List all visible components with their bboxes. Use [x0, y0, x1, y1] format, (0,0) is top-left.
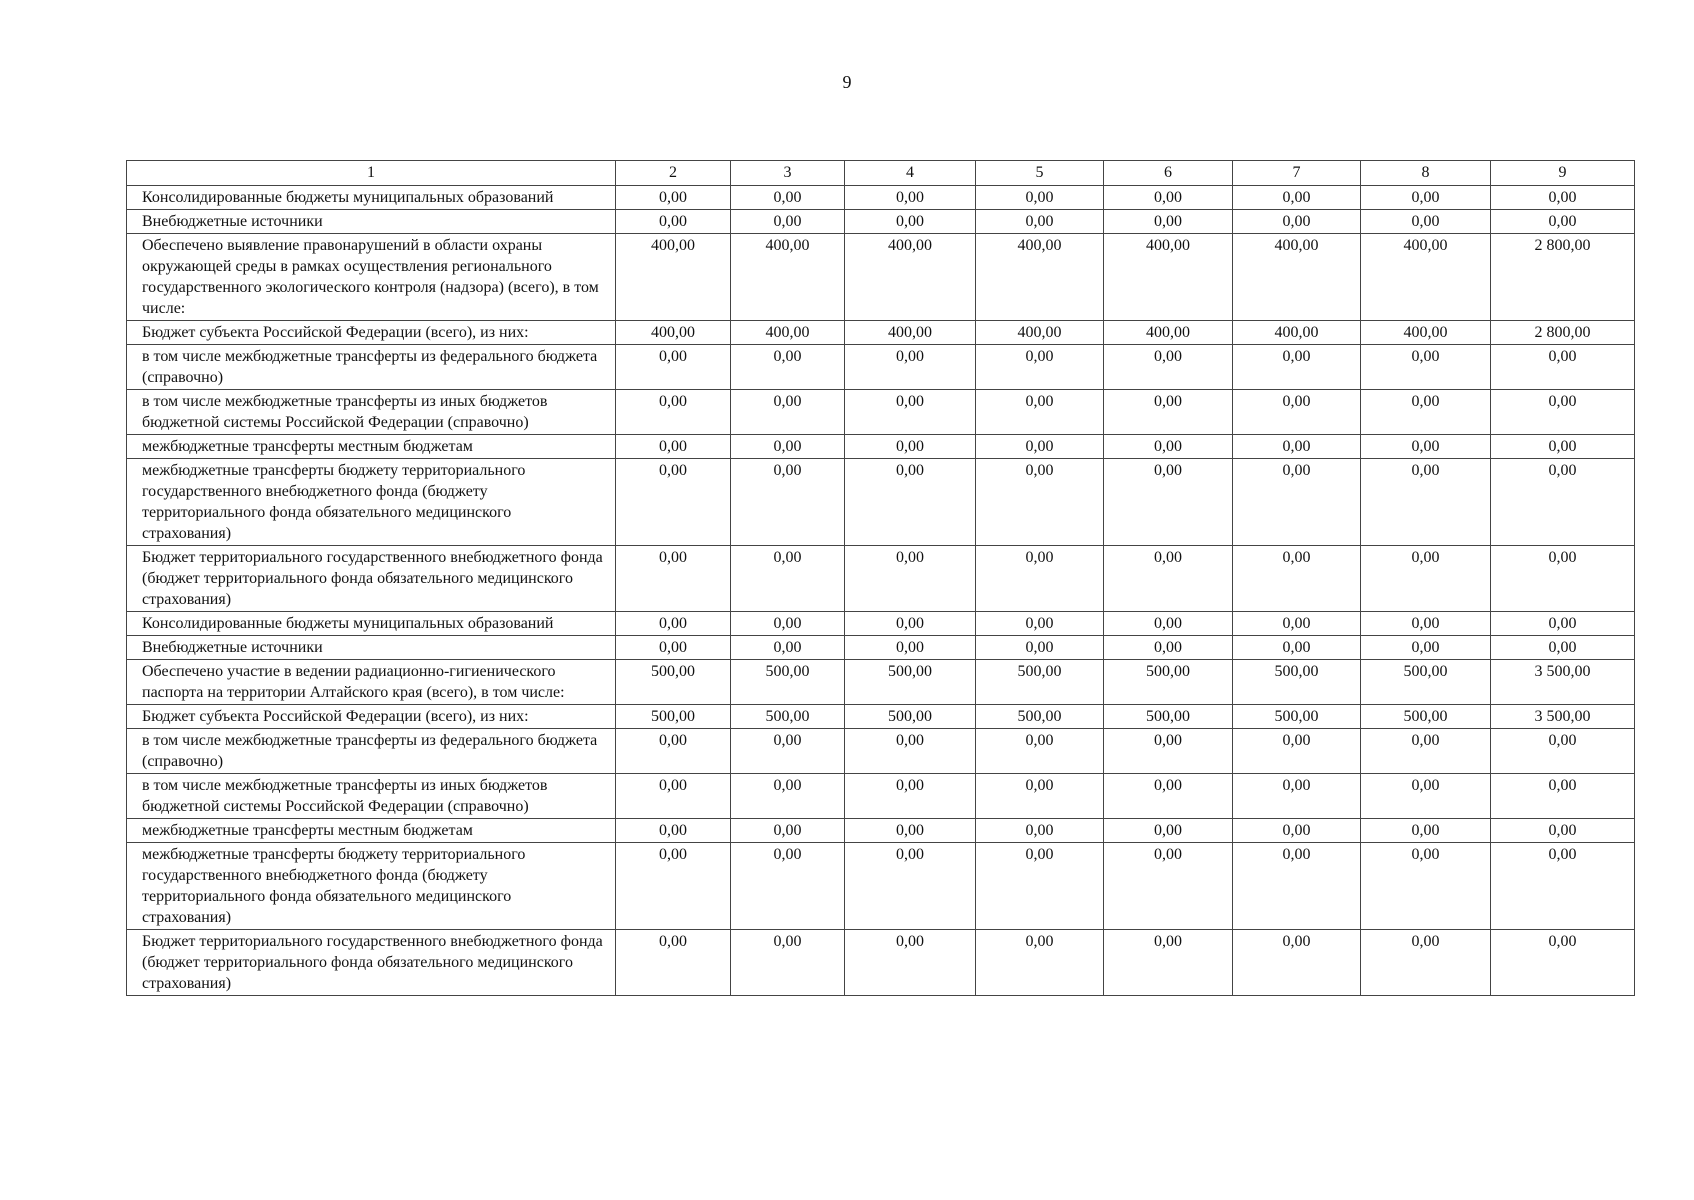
value-cell: 0,00 — [1233, 186, 1361, 210]
value-cell: 0,00 — [1104, 186, 1233, 210]
value-cell: 0,00 — [731, 390, 845, 435]
value-cell: 400,00 — [731, 234, 845, 321]
value-cell: 0,00 — [1104, 636, 1233, 660]
row-label: межбюджетные трансферты местным бюджетам — [127, 435, 616, 459]
value-cell: 0,00 — [1361, 435, 1491, 459]
value-cell: 400,00 — [845, 321, 976, 345]
value-cell: 0,00 — [1233, 435, 1361, 459]
table-row — [127, 729, 1635, 774]
value-cell: 0,00 — [1104, 345, 1233, 390]
value-cell: 0,00 — [1104, 390, 1233, 435]
value-cell: 0,00 — [616, 390, 731, 435]
row-label: Внебюджетные источники — [127, 636, 616, 660]
value-cell: 0,00 — [1104, 819, 1233, 843]
value-cell: 0,00 — [1491, 210, 1635, 234]
value-cell: 400,00 — [1233, 321, 1361, 345]
value-cell: 0,00 — [845, 345, 976, 390]
value-cell: 0,00 — [1491, 843, 1635, 930]
row-label: Бюджет субъекта Российской Федерации (всего), из них: — [127, 705, 616, 729]
value-cell: 0,00 — [1104, 729, 1233, 774]
value-cell: 0,00 — [1491, 819, 1635, 843]
value-cell: 0,00 — [1104, 459, 1233, 546]
value-cell: 0,00 — [1233, 210, 1361, 234]
value-cell: 0,00 — [1104, 210, 1233, 234]
table-row — [127, 546, 1635, 612]
value-cell: 500,00 — [1233, 705, 1361, 729]
value-cell: 0,00 — [1361, 459, 1491, 546]
column-header: 6 — [1104, 161, 1233, 186]
value-cell: 0,00 — [616, 729, 731, 774]
value-cell: 0,00 — [1233, 546, 1361, 612]
value-cell: 0,00 — [976, 843, 1104, 930]
table-row — [127, 234, 1635, 321]
value-cell: 400,00 — [1104, 234, 1233, 321]
value-cell: 0,00 — [731, 930, 845, 996]
table-row — [127, 843, 1635, 930]
value-cell: 0,00 — [1491, 435, 1635, 459]
row-label: Консолидированные бюджеты муниципальных образований — [127, 612, 616, 636]
value-cell: 0,00 — [616, 819, 731, 843]
value-cell: 500,00 — [976, 660, 1104, 705]
value-cell: 0,00 — [731, 345, 845, 390]
value-cell: 0,00 — [731, 186, 845, 210]
value-cell: 500,00 — [1361, 660, 1491, 705]
value-cell: 0,00 — [1233, 390, 1361, 435]
column-header: 1 — [127, 161, 616, 186]
value-cell: 3 500,00 — [1491, 660, 1635, 705]
value-cell: 500,00 — [616, 660, 731, 705]
value-cell: 0,00 — [731, 729, 845, 774]
value-cell: 0,00 — [1104, 930, 1233, 996]
value-cell: 0,00 — [976, 774, 1104, 819]
value-cell: 0,00 — [616, 843, 731, 930]
value-cell: 0,00 — [1491, 345, 1635, 390]
column-header: 9 — [1491, 161, 1635, 186]
budget-table — [126, 160, 1635, 996]
value-cell: 0,00 — [1104, 774, 1233, 819]
value-cell: 0,00 — [616, 186, 731, 210]
value-cell: 0,00 — [845, 459, 976, 546]
value-cell: 0,00 — [845, 930, 976, 996]
value-cell: 0,00 — [1104, 546, 1233, 612]
table-header — [127, 161, 1635, 186]
table-body — [127, 186, 1635, 996]
value-cell: 0,00 — [1233, 843, 1361, 930]
value-cell: 0,00 — [1491, 546, 1635, 612]
value-cell: 400,00 — [845, 234, 976, 321]
value-cell: 2 800,00 — [1491, 321, 1635, 345]
value-cell: 0,00 — [976, 390, 1104, 435]
table-row — [127, 345, 1635, 390]
value-cell: 0,00 — [1361, 774, 1491, 819]
table-row — [127, 321, 1635, 345]
value-cell: 500,00 — [1233, 660, 1361, 705]
value-cell: 500,00 — [976, 705, 1104, 729]
value-cell: 0,00 — [731, 210, 845, 234]
value-cell: 0,00 — [616, 435, 731, 459]
row-label: Внебюджетные источники — [127, 210, 616, 234]
row-label: Обеспечено выявление правонарушений в области охраны окружающей среды в рамках осуществления регионального государственного экологического контроля (надзора) (всего), в том числе: — [127, 234, 616, 321]
value-cell: 0,00 — [845, 636, 976, 660]
value-cell: 0,00 — [616, 345, 731, 390]
column-header: 4 — [845, 161, 976, 186]
value-cell: 0,00 — [731, 612, 845, 636]
value-cell: 0,00 — [845, 186, 976, 210]
value-cell: 500,00 — [731, 705, 845, 729]
value-cell: 0,00 — [1491, 186, 1635, 210]
table-row — [127, 435, 1635, 459]
table-row — [127, 660, 1635, 705]
value-cell: 0,00 — [1361, 729, 1491, 774]
value-cell: 500,00 — [1361, 705, 1491, 729]
row-label: межбюджетные трансферты местным бюджетам — [127, 819, 616, 843]
value-cell: 500,00 — [1104, 705, 1233, 729]
value-cell: 0,00 — [845, 819, 976, 843]
value-cell: 3 500,00 — [1491, 705, 1635, 729]
value-cell: 0,00 — [616, 459, 731, 546]
value-cell: 0,00 — [1104, 843, 1233, 930]
value-cell: 500,00 — [845, 705, 976, 729]
value-cell: 0,00 — [1361, 843, 1491, 930]
column-header: 2 — [616, 161, 731, 186]
value-cell: 0,00 — [1361, 186, 1491, 210]
table-row — [127, 774, 1635, 819]
value-cell: 0,00 — [1104, 435, 1233, 459]
value-cell: 0,00 — [976, 546, 1104, 612]
column-header: 8 — [1361, 161, 1491, 186]
value-cell: 500,00 — [845, 660, 976, 705]
column-header: 7 — [1233, 161, 1361, 186]
row-label: в том числе межбюджетные трансферты из федерального бюджета (справочно) — [127, 345, 616, 390]
row-label: в том числе межбюджетные трансферты из федерального бюджета (справочно) — [127, 729, 616, 774]
table-row — [127, 636, 1635, 660]
column-header: 3 — [731, 161, 845, 186]
value-cell: 400,00 — [1104, 321, 1233, 345]
value-cell: 0,00 — [1491, 459, 1635, 546]
table-row — [127, 819, 1635, 843]
value-cell: 0,00 — [731, 459, 845, 546]
value-cell: 0,00 — [1361, 546, 1491, 612]
value-cell: 0,00 — [976, 729, 1104, 774]
value-cell: 0,00 — [1361, 345, 1491, 390]
value-cell: 0,00 — [1361, 930, 1491, 996]
row-label: Обеспечено участие в ведении радиационно-гигиенического паспорта на территории Алтайского края (всего), в том числе: — [127, 660, 616, 705]
value-cell: 0,00 — [976, 345, 1104, 390]
value-cell: 400,00 — [731, 321, 845, 345]
value-cell: 0,00 — [1233, 612, 1361, 636]
row-label: Консолидированные бюджеты муниципальных образований — [127, 186, 616, 210]
value-cell: 0,00 — [1104, 612, 1233, 636]
value-cell: 0,00 — [1491, 729, 1635, 774]
value-cell: 0,00 — [976, 459, 1104, 546]
value-cell: 0,00 — [731, 636, 845, 660]
value-cell: 0,00 — [1233, 345, 1361, 390]
value-cell: 0,00 — [845, 390, 976, 435]
value-cell: 0,00 — [731, 546, 845, 612]
row-label: Бюджет территориального государственного внебюджетного фонда (бюджет территориального фонда обязательного медицинского страхования) — [127, 546, 616, 612]
value-cell: 0,00 — [1491, 636, 1635, 660]
value-cell: 500,00 — [616, 705, 731, 729]
row-label: межбюджетные трансферты бюджету территориального государственного внебюджетного фонда (бюджету территориального фонда обязательного медицинского страхования) — [127, 459, 616, 546]
row-label: в том числе межбюджетные трансферты из иных бюджетов бюджетной системы Российской Федерации (справочно) — [127, 774, 616, 819]
value-cell: 0,00 — [1233, 774, 1361, 819]
value-cell: 0,00 — [616, 612, 731, 636]
value-cell: 0,00 — [1233, 819, 1361, 843]
row-label: в том числе межбюджетные трансферты из иных бюджетов бюджетной системы Российской Федерации (справочно) — [127, 390, 616, 435]
value-cell: 500,00 — [731, 660, 845, 705]
value-cell: 0,00 — [976, 186, 1104, 210]
value-cell: 0,00 — [731, 435, 845, 459]
value-cell: 0,00 — [616, 774, 731, 819]
value-cell: 0,00 — [731, 774, 845, 819]
value-cell: 0,00 — [731, 843, 845, 930]
value-cell: 0,00 — [1361, 612, 1491, 636]
value-cell: 0,00 — [616, 546, 731, 612]
value-cell: 0,00 — [616, 210, 731, 234]
value-cell: 0,00 — [976, 612, 1104, 636]
value-cell: 0,00 — [616, 636, 731, 660]
value-cell: 0,00 — [976, 435, 1104, 459]
value-cell: 400,00 — [616, 234, 731, 321]
value-cell: 400,00 — [1361, 234, 1491, 321]
value-cell: 400,00 — [1361, 321, 1491, 345]
value-cell: 0,00 — [1361, 819, 1491, 843]
value-cell: 0,00 — [845, 729, 976, 774]
value-cell: 0,00 — [845, 210, 976, 234]
value-cell: 400,00 — [1233, 234, 1361, 321]
row-label: Бюджет территориального государственного внебюджетного фонда (бюджет территориального фонда обязательного медицинского страхования) — [127, 930, 616, 996]
value-cell: 0,00 — [616, 930, 731, 996]
value-cell: 0,00 — [1361, 636, 1491, 660]
table-row — [127, 390, 1635, 435]
table-row — [127, 705, 1635, 729]
table-row — [127, 210, 1635, 234]
value-cell: 0,00 — [976, 819, 1104, 843]
table-row — [127, 612, 1635, 636]
header-row — [127, 161, 1635, 186]
value-cell: 0,00 — [845, 774, 976, 819]
value-cell: 0,00 — [1491, 612, 1635, 636]
value-cell: 0,00 — [1361, 390, 1491, 435]
value-cell: 0,00 — [976, 930, 1104, 996]
value-cell: 0,00 — [845, 612, 976, 636]
table-row — [127, 186, 1635, 210]
value-cell: 0,00 — [845, 546, 976, 612]
value-cell: 400,00 — [976, 234, 1104, 321]
value-cell: 0,00 — [1491, 390, 1635, 435]
value-cell: 0,00 — [1491, 774, 1635, 819]
value-cell: 500,00 — [1104, 660, 1233, 705]
value-cell: 0,00 — [1233, 636, 1361, 660]
value-cell: 0,00 — [976, 210, 1104, 234]
row-label: Бюджет субъекта Российской Федерации (всего), из них: — [127, 321, 616, 345]
value-cell: 0,00 — [1491, 930, 1635, 996]
value-cell: 0,00 — [1233, 729, 1361, 774]
value-cell: 0,00 — [1233, 459, 1361, 546]
value-cell: 0,00 — [1233, 930, 1361, 996]
column-header: 5 — [976, 161, 1104, 186]
row-label: межбюджетные трансферты бюджету территориального государственного внебюджетного фонда (бюджету территориального фонда обязательного медицинского страхования) — [127, 843, 616, 930]
table-row — [127, 930, 1635, 996]
value-cell: 0,00 — [845, 435, 976, 459]
value-cell: 2 800,00 — [1491, 234, 1635, 321]
value-cell: 400,00 — [616, 321, 731, 345]
page-number: 9 — [842, 72, 852, 92]
value-cell: 0,00 — [976, 636, 1104, 660]
value-cell: 400,00 — [976, 321, 1104, 345]
value-cell: 0,00 — [1361, 210, 1491, 234]
value-cell: 0,00 — [845, 843, 976, 930]
table-row — [127, 459, 1635, 546]
value-cell: 0,00 — [731, 819, 845, 843]
